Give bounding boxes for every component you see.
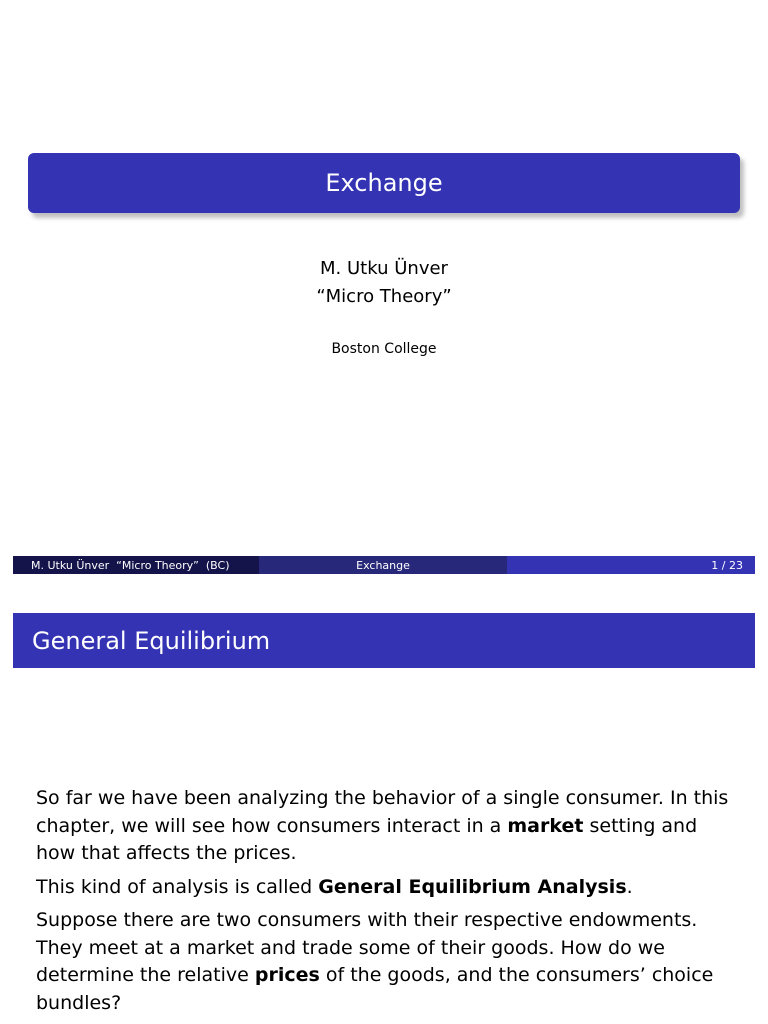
paragraph-3-text-a: Suppose there are two consumers with their respective endowments. They meet at a market and trade some of their goods. How do we determine the relative bbox=[36, 909, 698, 986]
course-name: “Micro Theory” bbox=[316, 286, 452, 307]
frame-title-bar bbox=[13, 613, 755, 668]
paragraph-3-text-b: of the goods, and the consumers’ choice bundles? bbox=[36, 964, 714, 1014]
author-name: M. Utku Ünver bbox=[320, 258, 448, 279]
paragraph-2-text-b: . bbox=[626, 875, 633, 898]
footer-page-number: 1 / 23 bbox=[507, 556, 755, 574]
slide-title-box bbox=[28, 153, 740, 213]
paragraph-3-bold: prices bbox=[254, 964, 320, 986]
paragraph-1 bbox=[36, 785, 736, 868]
frame-title: General Equilibrium bbox=[32, 626, 271, 655]
paragraph-3 bbox=[36, 907, 736, 1017]
slide-title: Exchange bbox=[325, 169, 443, 197]
slide-footline bbox=[13, 556, 755, 574]
paragraph-2-bold: General Equilibrium Analysis bbox=[318, 875, 627, 898]
paragraph-2 bbox=[36, 874, 736, 902]
paragraph-1-text-a: So far we have been analyzing the behavior of a single consumer. In this chapter, we will see how consumers interact in a bbox=[36, 787, 729, 837]
paragraph-1-text-b: setting and how that affects the prices. bbox=[36, 814, 698, 864]
footer-author: M. Utku Ünver “Micro Theory” (BC) bbox=[13, 556, 259, 574]
footer-title: Exchange bbox=[259, 556, 507, 574]
paragraph-1-bold: market bbox=[507, 814, 584, 837]
slide-body bbox=[36, 785, 736, 1023]
paragraph-2-text-a: This kind of analysis is called bbox=[36, 875, 319, 898]
institution: Boston College bbox=[331, 341, 437, 357]
